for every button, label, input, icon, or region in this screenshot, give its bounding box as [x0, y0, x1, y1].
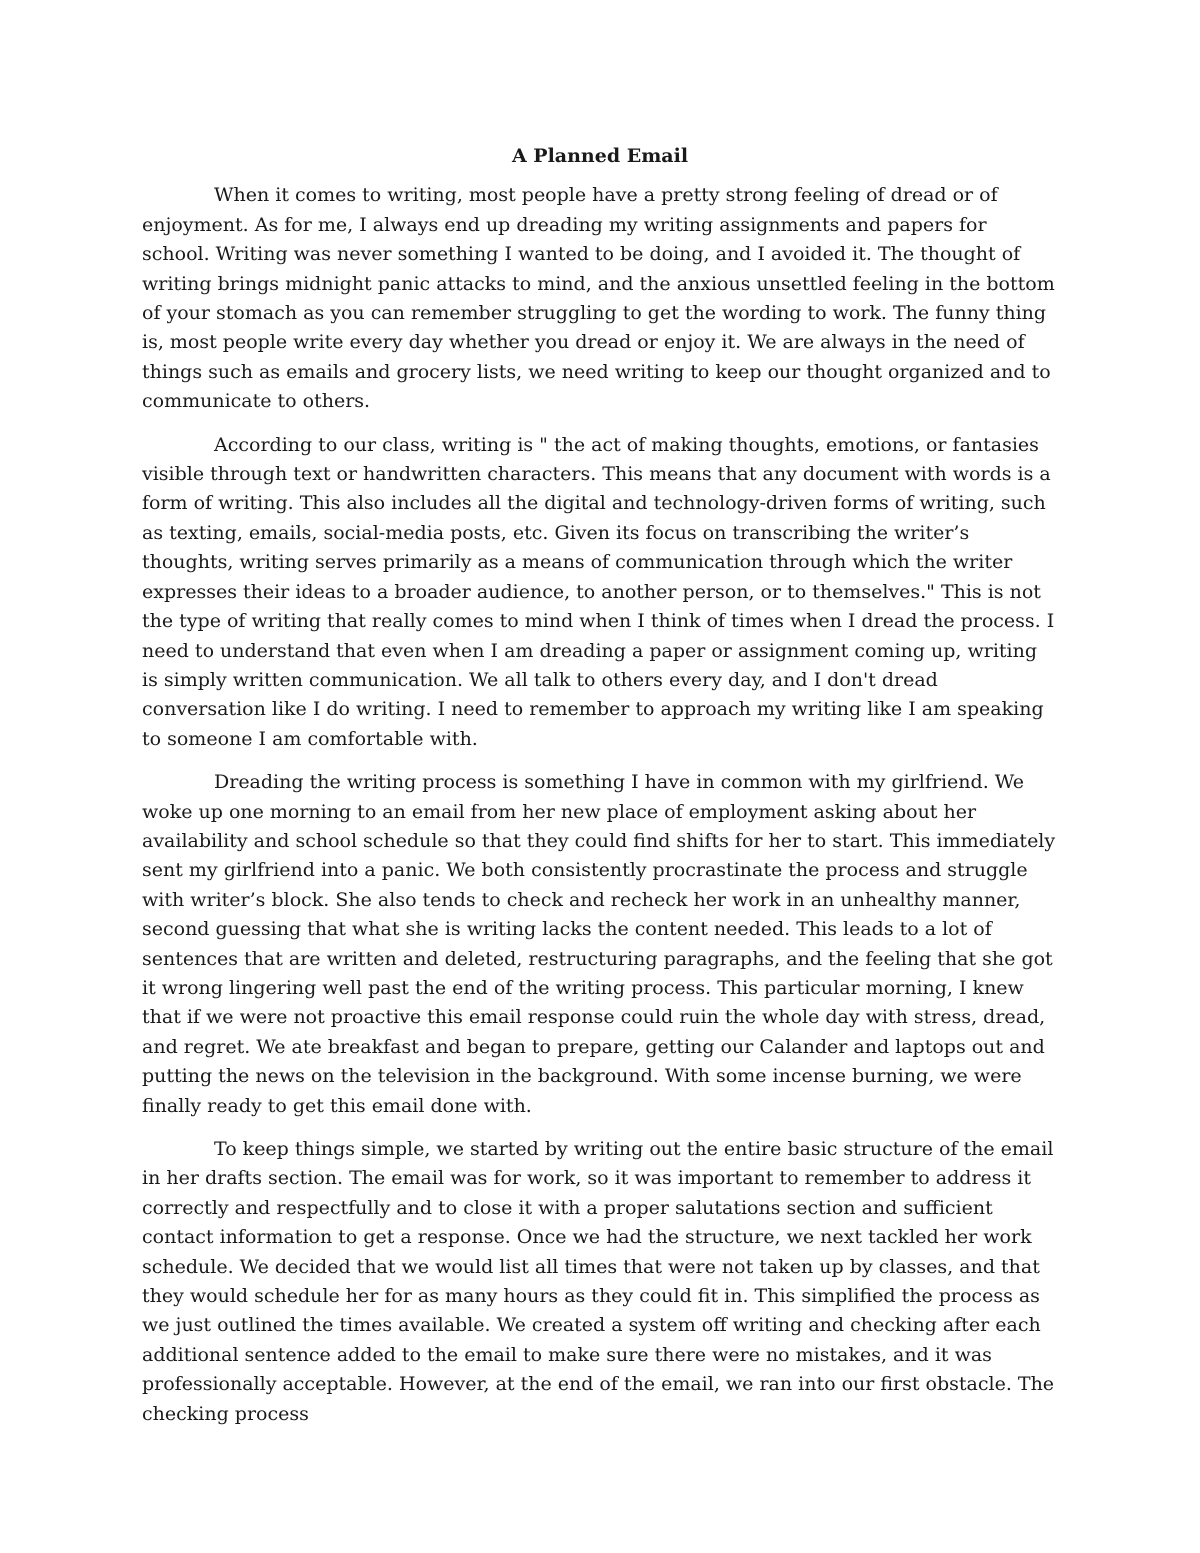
paragraph: Dreading the writing process is something I have in common with my girlfriend. We woke up one morning to an email from her new place of employment asking about her availability and school schedule so that they could find shifts for her to start. This immediately sent my girlfriend into a panic. We both consistently procrastinate the process and struggle with writer’s block. She also tends to check and recheck her work in an unhealthy manner, second guessing that what she is writing lacks the content needed. This leads to a lot of sentences that are written and deleted, restructuring paragraphs, and the feeling that she got it wrong lingering well past the end of the writing process. This particular morning, I knew that if we were not proactive this email response could ruin the whole day with stress, dread, and regret. We ate breakfast and began to prepare, getting our Calander and laptops out and putting the news on the television in the background. With some incense burning, we were finally ready to get this email done with. — [142, 771, 1056, 1117]
document-body — [142, 142, 1058, 1443]
paragraph: According to our class, writing is " the act of making thoughts, emotions, or fantasies visible through text or handwritten characters. This means that any document with words is a form of writing. This also includes all the digital and technology-driven forms of writing, such as texting, emails, social-media posts, etc. Given its focus on transcribing the writer’s thoughts, writing serves primarily as a means of communication through which the writer expresses their ideas to a broader audience, to another person, or to themselves." This is not the type of writing that really comes to mind when I think of times when I dread the process. I need to understand that even when I am dreading a paper or assignment coming up, writing is simply written communication. We all talk to others every day, and I don't dread conversation like I do writing. I need to remember to approach my writing like I am speaking to someone I am comfortable with. — [142, 433, 1055, 750]
paragraph: When it comes to writing, most people have a pretty strong feeling of dread or of enjoyment. As for me, I always end up dreading my writing assignments and papers for school. Writing was never something I wanted to be doing, and I avoided it. The thought of writing brings midnight panic attacks to mind, and the anxious unsettled feeling in the bottom of your stomach as you can remember struggling to get the wording to work. The funny thing is, most people write every day whether you dread or enjoy it. We are always in the need of things such as emails and grocery lists, we need writing to keep our thought organized and to communicate to others. — [142, 184, 1055, 413]
paragraph: To keep things simple, we started by writing out the entire basic structure of the email in her drafts section. The email was for work, so it was important to remember to address it correctly and respectfully and to close it with a proper salutations section and sufficient contact information to get a response. Once we had the structure, we next tackled her work schedule. We decided that we would list all times that were not taken up by classes, and that they would schedule her for as many hours as they could fit in. This simplified the process as we just outlined the times available. We created a system off writing and checking after each additional sentence added to the email to make sure there were no mistakes, and it was professionally acceptable. However, at the end of the email, we ran into our first obstacle. The checking process — [142, 1138, 1055, 1425]
document-title: A Planned Email — [511, 145, 689, 167]
